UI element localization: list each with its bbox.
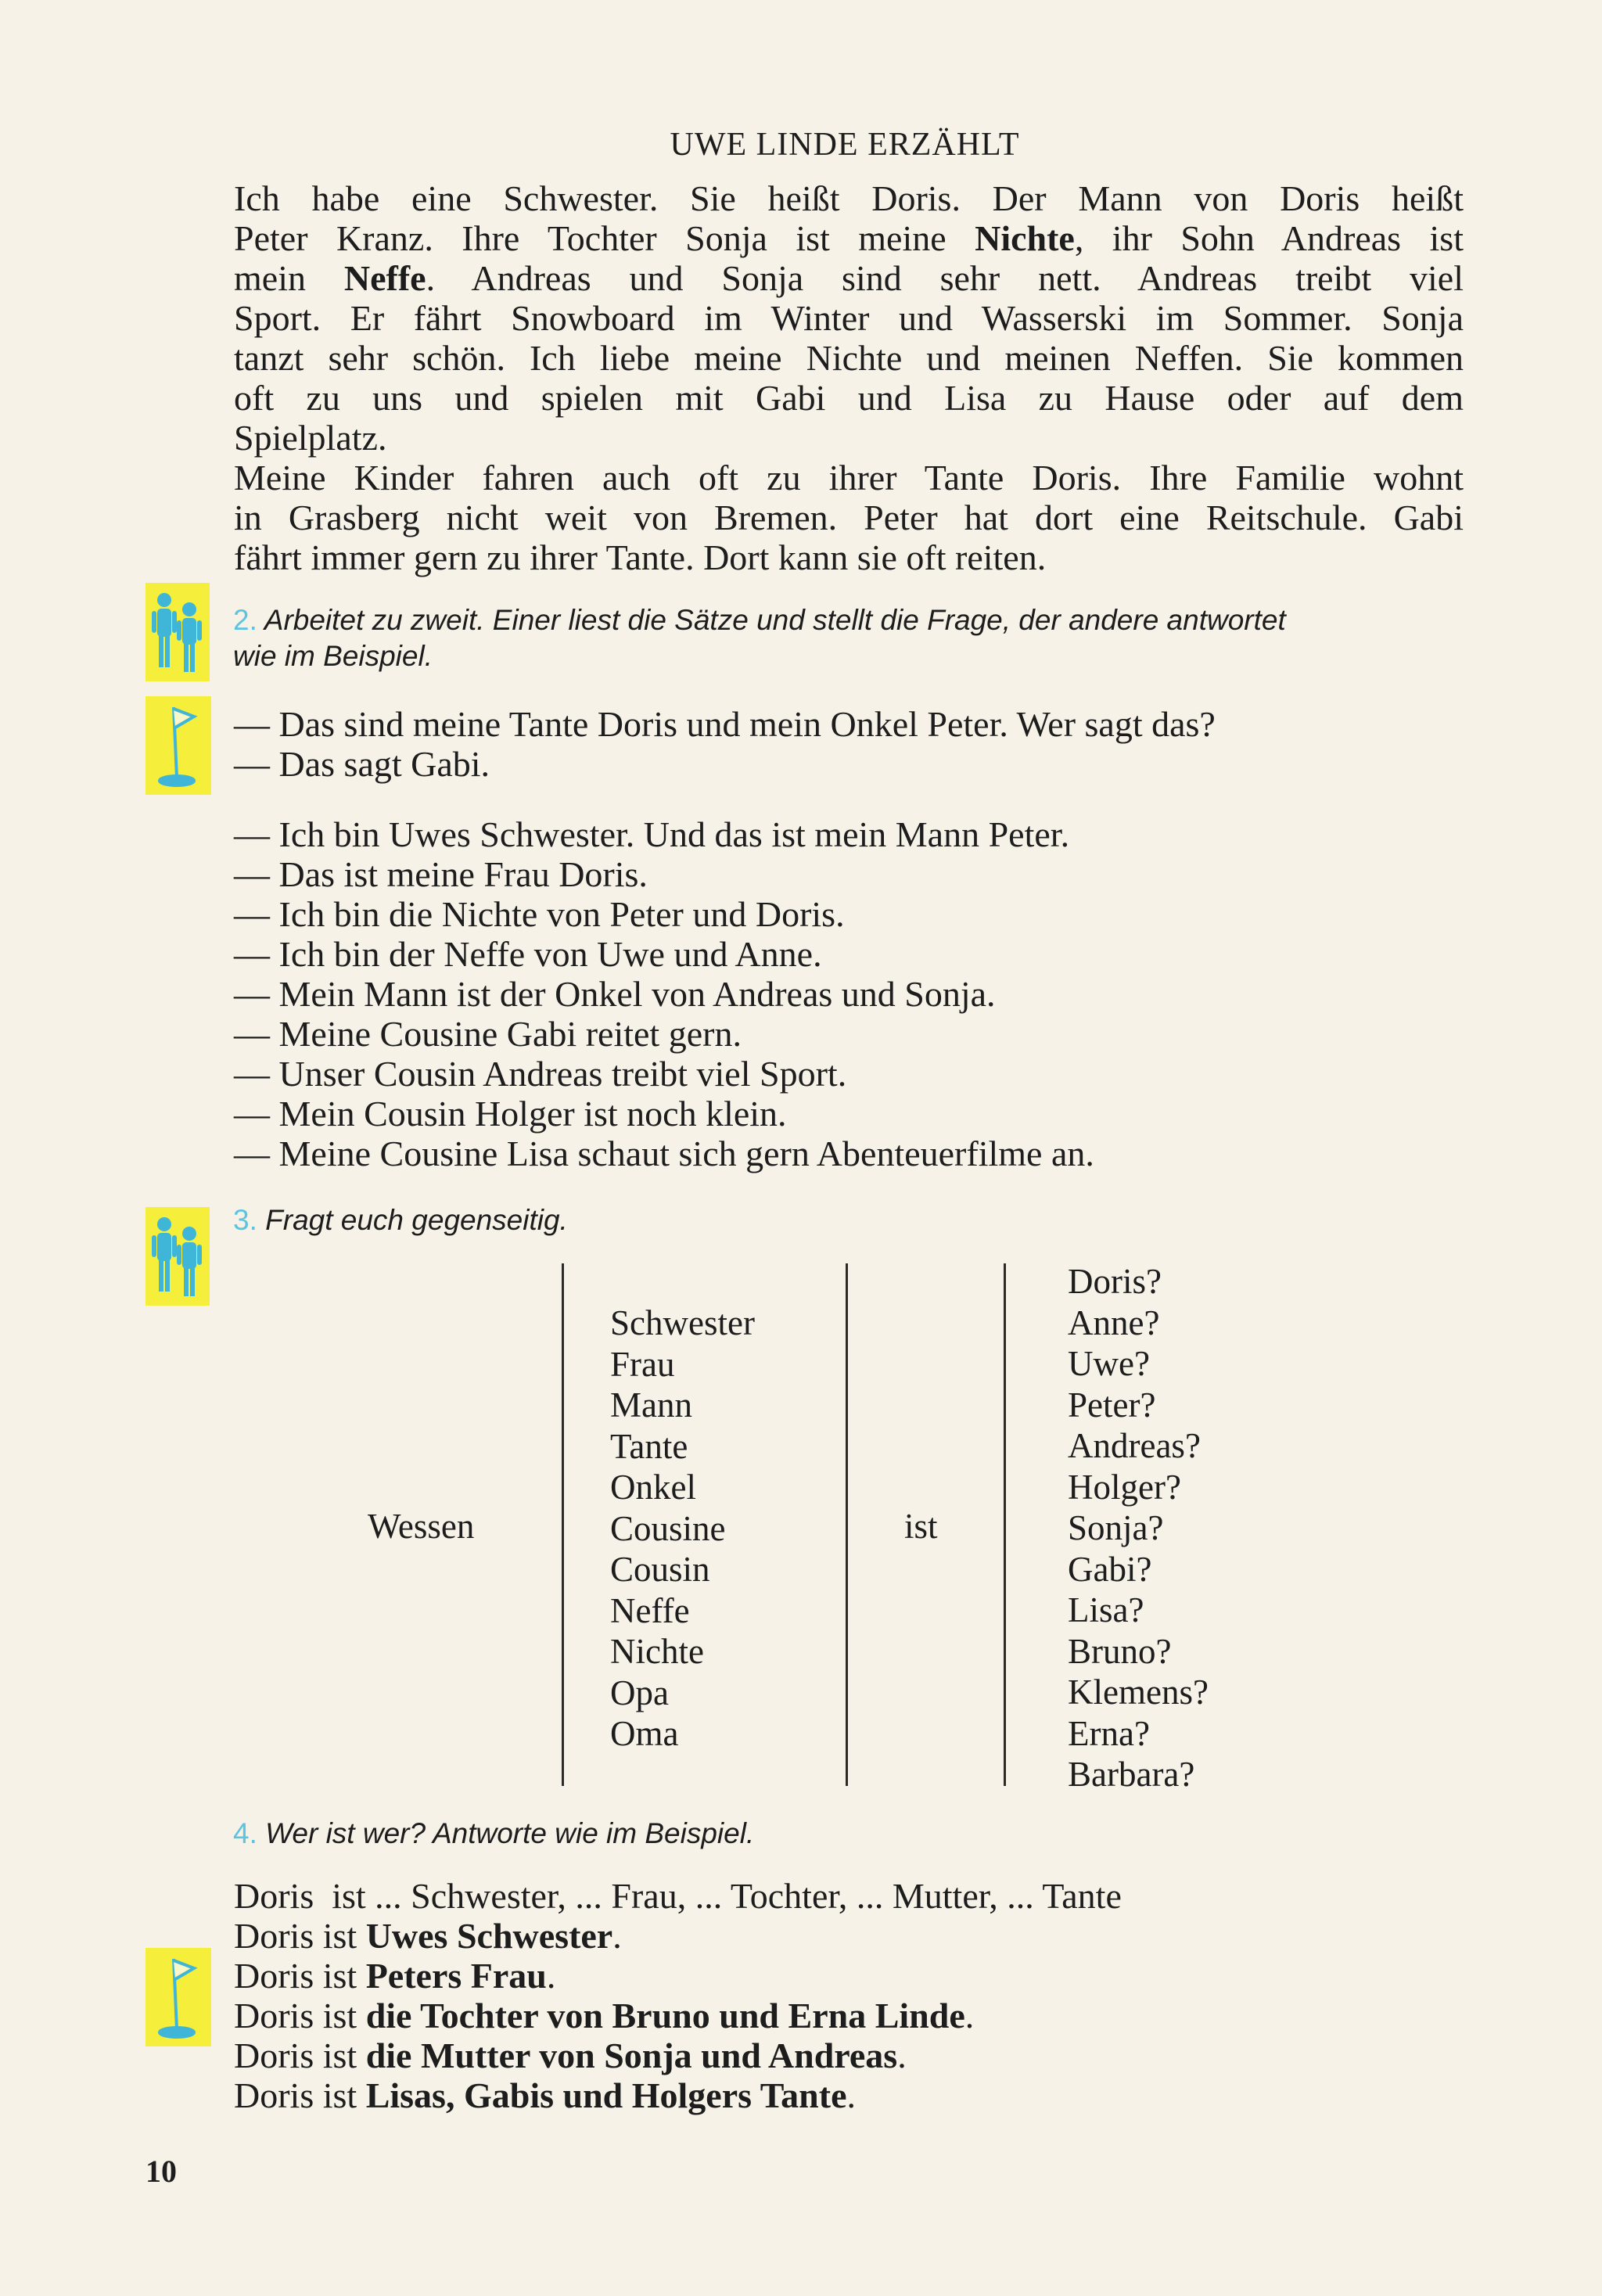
story-line: Ich habe eine Schwester. Sie heißt Doris. Der Mann von Doris heißt (234, 178, 1464, 218)
story-line: Spielplatz. (234, 418, 387, 458)
story-line: Meine Kinder fahren auch oft zu ihrer Tante Doris. Ihre Familie wohnt (234, 458, 1464, 498)
story-line: Peter Kranz. Ihre Tochter Sonja ist meine Nichte, ihr Sohn Andreas ist (234, 218, 1464, 258)
table-cell: Peter? (1068, 1385, 1156, 1425)
task-number: 2. (233, 604, 257, 636)
task-2-example (234, 704, 1216, 784)
list-item: — Meine Cousine Lisa schaut sich gern Abenteuerfilme an. (234, 1134, 1094, 1173)
table-cell: Bruno? (1068, 1631, 1172, 1671)
story-line: in Grasberg nicht weit von Bremen. Peter hat dort eine Reitschule. Gabi (234, 498, 1464, 537)
pair-work-icon (145, 583, 210, 681)
table-cell: Doris? (1068, 1262, 1162, 1301)
answer-line: Doris ist Lisas, Gabis und Holgers Tante. (234, 2075, 856, 2115)
table-cell-ist: ist (904, 1507, 938, 1546)
table-cell: Lisa? (1068, 1590, 1144, 1629)
story-line: fährt immer gern zu ihrer Tante. Dort kann sie oft reiten. (234, 537, 1047, 577)
task-4-lines (234, 1876, 1122, 2115)
table-cell: Sonja? (1068, 1508, 1164, 1547)
table-cell: Neffe (610, 1590, 690, 1630)
task-number: 4. (233, 1817, 257, 1849)
task-2-sentences (234, 814, 1094, 1173)
answer-line: Doris ist die Tochter von Bruno und Erna Linde. (234, 1996, 975, 2035)
story-line: mein Neffe. Andreas und Sonja sind sehr nett. Andreas treibt viel (234, 258, 1464, 298)
list-item: — Mein Cousin Holger ist noch klein. (234, 1094, 787, 1134)
table-cell: Mann (610, 1385, 692, 1425)
task-3-instruction: 3. Fragt euch gegenseitig. (233, 1204, 568, 1236)
example-flag-icon (145, 696, 211, 795)
story-paragraph-2 (234, 458, 1464, 577)
task-4-instruction: 4. Wer ist wer? Antworte wie im Beispiel. (233, 1817, 755, 1849)
list-item: — Meine Cousine Gabi reitet gern. (234, 1014, 742, 1054)
table-cell: Frau (610, 1344, 675, 1384)
table-cell: Onkel (610, 1468, 696, 1507)
table-cell-wessen: Wessen (368, 1507, 475, 1546)
table-cell: Klemens? (1068, 1673, 1209, 1712)
page-number: 10 (145, 2154, 177, 2189)
list-item: — Das ist meine Frau Doris. (234, 854, 648, 894)
list-item: — Mein Mann ist der Onkel von Andreas und Sonja. (234, 974, 996, 1014)
table-cell: Gabi? (1068, 1549, 1152, 1589)
table-cell: Opa (610, 1673, 669, 1712)
table-cell: Nichte (610, 1632, 704, 1671)
table-column-names (1068, 1261, 1209, 1795)
table-cell: Cousine (610, 1508, 726, 1548)
table-cell: Anne? (1068, 1303, 1160, 1342)
story-paragraph-1 (234, 178, 1464, 458)
table-cell: Schwester (610, 1303, 755, 1342)
story-line: tanzt sehr schön. Ich liebe meine Nichte und meinen Neffen. Sie kommen (234, 338, 1464, 378)
table-cell: Holger? (1068, 1467, 1181, 1507)
answer-line: Doris ist Peters Frau. (234, 1956, 556, 1996)
table-divider (1004, 1263, 1006, 1786)
table-cell: Andreas? (1068, 1426, 1201, 1465)
table-column-relation (610, 1303, 755, 1755)
list-item: — Ich bin die Nichte von Peter und Doris. (234, 894, 845, 934)
table-cell: Oma (610, 1714, 679, 1753)
pattern-line: Doris ist ... Schwester, ... Frau, ... Tochter, ... Mutter, ... Tante (234, 1876, 1122, 1916)
list-item: — Unser Cousin Andreas treibt viel Sport. (234, 1054, 847, 1094)
table-divider (846, 1263, 848, 1786)
page-title: UWE LINDE ERZÄHLT (670, 127, 1020, 163)
table-cell: Barbara? (1068, 1755, 1195, 1794)
story-line: Sport. Er fährt Snowboard im Winter und Wasserski im Sommer. Sonja (234, 298, 1464, 338)
table-cell: Tante (610, 1426, 688, 1466)
task-number: 3. (233, 1204, 257, 1236)
pair-work-icon (145, 1207, 210, 1306)
list-item: — Ich bin der Neffe von Uwe und Anne. (234, 934, 822, 974)
example-flag-icon (145, 1948, 211, 2046)
list-item: — Ich bin Uwes Schwester. Und das ist mein Mann Peter. (234, 814, 1070, 854)
table-divider (562, 1263, 564, 1786)
example-line: — Das sind meine Tante Doris und mein Onkel Peter. Wer sagt das? (234, 704, 1216, 744)
table-cell: Uwe? (1068, 1344, 1150, 1383)
example-line: — Das sagt Gabi. (234, 744, 490, 784)
task-2-instruction: 2. Arbeitet zu zweit. Einer liest die Sätze und stellt die Frage, der andere antwortet wie im Beispiel. (233, 604, 1286, 672)
table-cell: Erna? (1068, 1713, 1150, 1753)
table-cell: Cousin (610, 1550, 710, 1589)
answer-line: Doris ist Uwes Schwester. (234, 1916, 622, 1956)
story-line: oft zu uns und spielen mit Gabi und Lisa zu Hause oder auf dem (234, 378, 1464, 418)
answer-line: Doris ist die Mutter von Sonja und Andreas. (234, 2035, 907, 2075)
